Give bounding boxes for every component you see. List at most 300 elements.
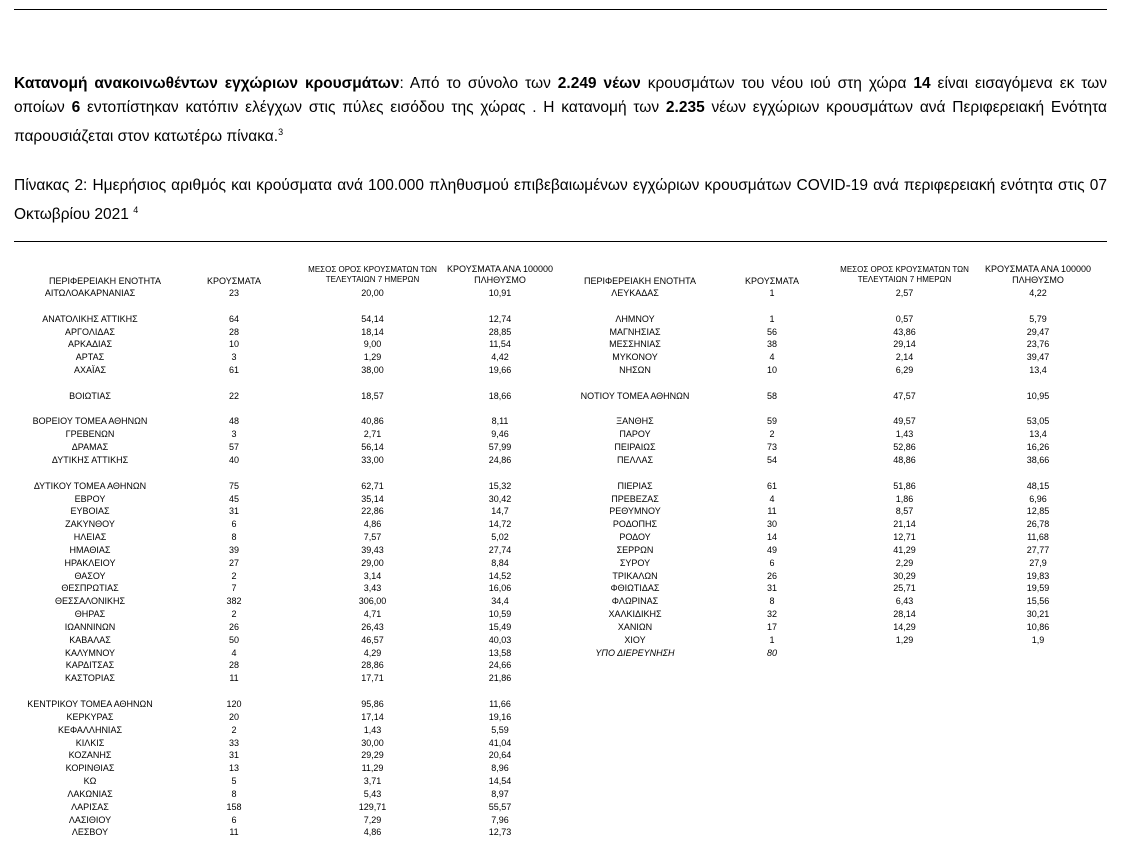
- table-cell: 9,46: [491, 429, 509, 440]
- table-cell: [430, 467, 570, 480]
- table-cell: 21,14: [893, 519, 916, 530]
- table-cell: 3: [231, 352, 237, 363]
- table-cell: ΘΕΣΣΑΛΟΝΙΚΗΣ: [54, 596, 126, 607]
- table-cell: 14,52: [488, 570, 512, 581]
- table-cell: 64: [228, 313, 239, 324]
- table-cell: [560, 300, 710, 313]
- table-cell: ΧΙΟΥ: [624, 634, 646, 645]
- table-cell: 15,49: [488, 621, 512, 632]
- table-cell: 10: [766, 365, 777, 376]
- table-cell: ΚΕΦΑΛΛΗΝΙΑΣ: [57, 724, 123, 735]
- right-avg-column: [822, 287, 987, 659]
- table-cell: 48: [228, 416, 239, 427]
- table-cell: 19,83: [1026, 570, 1050, 581]
- left-region-column: [0, 287, 180, 839]
- table-cell: 4,22: [1029, 288, 1047, 298]
- table-cell: 29,14: [893, 339, 916, 350]
- table-cell: 2,29: [895, 557, 914, 568]
- table-cell: 12,71: [893, 532, 916, 543]
- table-cell: [733, 300, 811, 313]
- table-cell: [968, 377, 1108, 390]
- table-cell: 11,29: [361, 763, 384, 774]
- table-cell: 2,57: [895, 288, 914, 298]
- table-cell: 19,59: [1026, 583, 1050, 594]
- table-cell: 7,57: [363, 532, 382, 543]
- table-cell: 1,86: [895, 493, 914, 504]
- table-cell: [0, 403, 180, 416]
- table-cell: 40,86: [361, 416, 384, 427]
- table-cell: ΗΡΑΚΛΕΙΟΥ: [64, 557, 116, 568]
- table-cell: 13,58: [488, 647, 512, 658]
- table-cell: 8: [231, 788, 237, 799]
- table-cell: 45: [228, 493, 239, 504]
- table-cell: 1,43: [895, 429, 914, 440]
- table-cell: ΧΑΝΙΩΝ: [617, 621, 653, 632]
- table-cell: 8,96: [491, 763, 509, 774]
- table-cell: ΘΑΣΟΥ: [74, 570, 106, 581]
- table-cell: 40,03: [488, 634, 512, 645]
- table-cell: 21,86: [488, 673, 512, 684]
- table-cell: 39: [228, 544, 239, 555]
- table-cell: 17,71: [361, 673, 384, 684]
- intro-lead: Κατανομή ανακοινωθέντων εγχώριων κρουσμάτων: [14, 75, 400, 92]
- table-cell: [0, 377, 180, 390]
- table-cell: ΤΡΙΚΑΛΩΝ: [612, 570, 658, 581]
- table-cell: ΠΡΕΒΕΖΑΣ: [611, 493, 659, 504]
- table-cell: ΝΟΤΙΟΥ ΤΟΜΕΑ ΑΘΗΝΩΝ: [580, 390, 690, 401]
- table-cell: 6,96: [1029, 493, 1047, 504]
- table-cell: 129,71: [358, 801, 387, 812]
- table-cell: 306,00: [358, 596, 387, 607]
- table-cell: [822, 647, 987, 660]
- table-cell: 2: [231, 570, 237, 581]
- table-cell: 31: [766, 583, 777, 594]
- table-cell: 6: [231, 814, 237, 825]
- table-cell: ΠΑΡΟΥ: [619, 429, 651, 440]
- table-cell: 20,00: [361, 288, 384, 298]
- table-cell: ΓΡΕΒΕΝΩΝ: [65, 429, 115, 440]
- table-cell: 48,86: [893, 454, 916, 465]
- table-cell: [822, 467, 987, 480]
- table-cell: ΛΕΣΒΟΥ: [71, 827, 109, 838]
- table-cell: 24,66: [488, 660, 512, 671]
- table-cell: [560, 403, 710, 416]
- table-cell: 4: [769, 352, 775, 363]
- table-cell: 29,47: [1026, 326, 1050, 337]
- right-region-column: [560, 287, 710, 659]
- table-cell: 33: [228, 737, 239, 748]
- table-cell: 47,57: [893, 390, 916, 401]
- table-cell: 4,29: [363, 647, 382, 658]
- right-cases-column: [733, 287, 811, 659]
- table-cell: 10,95: [1026, 390, 1050, 401]
- table-cell: ΒΟΙΩΤΙΑΣ: [69, 390, 111, 401]
- intro-domestic: 2.235: [665, 99, 705, 116]
- table-cell: 34,4: [491, 596, 509, 607]
- table-cell: ΚΑΛΥΜΝΟΥ: [64, 647, 116, 658]
- table-cell: 14,54: [488, 776, 512, 787]
- header-per-line1: ΚΡΟΥΣΜΑΤΑ ΑΝΑ 100000: [985, 264, 1091, 274]
- table-cell: 1,29: [363, 352, 382, 363]
- table-cell: [195, 685, 273, 698]
- table-cell: 18,66: [488, 390, 512, 401]
- table-cell: 2: [769, 429, 775, 440]
- table-cell: ΑΧΑΪΑΣ: [73, 365, 107, 376]
- table-cell: 35,14: [361, 493, 384, 504]
- table-cell: 18,57: [361, 390, 384, 401]
- table-cell: 28,86: [361, 660, 384, 671]
- table-cell: [822, 403, 987, 416]
- table-cell: 5,79: [1029, 313, 1047, 324]
- table-cell: 20: [228, 711, 239, 722]
- table-cell: ΔΡΑΜΑΣ: [71, 442, 109, 453]
- table-cell: [968, 467, 1108, 480]
- table-cell: 3,71: [363, 776, 382, 787]
- table-cell: 7,29: [363, 814, 382, 825]
- table-cell: ΡΟΔΟΥ: [619, 532, 651, 543]
- table-cell: [822, 300, 987, 313]
- table-cell: 29,00: [361, 557, 384, 568]
- table-cell: 4,42: [491, 352, 509, 363]
- intro-imported: 14: [913, 75, 931, 92]
- table-cell: ΚΩ: [83, 776, 97, 787]
- table-cell: 6,29: [895, 365, 914, 376]
- table-cell: 28,14: [893, 609, 916, 620]
- table-cell: 26,78: [1026, 519, 1050, 530]
- table-cell: [430, 300, 570, 313]
- table-cell: ΣΥΡΟΥ: [619, 557, 651, 568]
- table-cell: ΕΒΡΟΥ: [74, 493, 106, 504]
- table-cell: 26: [228, 621, 239, 632]
- table-cell: 30: [766, 519, 777, 530]
- table-cell: ΑΡΚΑΔΙΑΣ: [67, 339, 113, 350]
- table-cell: 4,71: [363, 609, 382, 620]
- table-cell: 49: [766, 544, 777, 555]
- table-cell: 80: [766, 647, 777, 658]
- table-cell: 28: [228, 326, 239, 337]
- table-cell: 28,85: [488, 326, 512, 337]
- table-cell: ΒΟΡΕΙΟΥ ΤΟΜΕΑ ΑΘΗΝΩΝ: [32, 416, 148, 427]
- right-per100k-column: [968, 287, 1108, 659]
- table-cell: 57,99: [488, 442, 512, 453]
- table-cell: 120: [226, 699, 242, 709]
- intro-border: 6: [71, 99, 81, 116]
- table-cell: 15,32: [488, 480, 512, 491]
- table-cell: ΙΩΑΝΝΙΝΩΝ: [64, 621, 116, 632]
- intro-text-3: είναι εισαγόμενα εκ των οποίων: [14, 75, 1108, 116]
- table-cell: 30,42: [488, 493, 512, 504]
- table-cell: 3,14: [363, 570, 382, 581]
- table-cell: ΜΕΣΣΗΝΙΑΣ: [609, 339, 661, 350]
- table-cell: 30,21: [1026, 609, 1050, 620]
- table-cell: 6: [231, 519, 237, 530]
- intro-paragraph: [14, 72, 1107, 149]
- table-cell: 2: [231, 724, 237, 735]
- table-cell: 40: [228, 454, 239, 465]
- table-cell: [0, 300, 180, 313]
- table-cell: 95,86: [361, 699, 384, 709]
- table-cell: 30,29: [893, 570, 916, 581]
- table-cell: ΚΕΝΤΡΙΚΟΥ ΤΟΜΕΑ ΑΘΗΝΩΝ: [27, 699, 153, 709]
- intro-total: 2.249 νέων: [557, 75, 641, 92]
- table-cell: 14: [766, 532, 777, 543]
- table-cell: 11,66: [489, 699, 511, 709]
- table-cell: 5,43: [363, 788, 382, 799]
- table-cell: ΘΕΣΠΡΩΤΙΑΣ: [61, 583, 119, 594]
- table-cell: 39,43: [361, 544, 384, 555]
- table-cell: 8,57: [895, 506, 914, 517]
- table-cell: ΕΥΒΟΙΑΣ: [70, 506, 110, 517]
- table-cell: 39,47: [1026, 352, 1050, 363]
- table-cell: ΡΕΘΥΜΝΟΥ: [609, 506, 661, 517]
- table-cell: ΚΑΣΤΟΡΙΑΣ: [65, 673, 115, 684]
- header-per-line2: ΠΛΗΘΥΣΜΟ: [1012, 275, 1064, 285]
- table-cell: 75: [228, 480, 239, 491]
- table-cell: 8,11: [491, 416, 509, 427]
- table-cell: ΚΑΡΔΙΤΣΑΣ: [65, 660, 115, 671]
- table-cell: 43,86: [893, 326, 916, 337]
- table-cell: [560, 377, 710, 390]
- table-cell: 27: [228, 557, 239, 568]
- table-cell: 23,76: [1026, 339, 1050, 350]
- table-cell: 8: [769, 596, 775, 607]
- table-cell: ΛΑΚΩΝΙΑΣ: [67, 788, 113, 799]
- header-avg-line1: ΜΕΣΟΣ ΟΡΟΣ ΚΡΟΥΣΜΑΤΩΝ ΤΩΝ: [840, 265, 969, 274]
- table-cell: 59: [766, 416, 777, 427]
- table-cell: 3: [231, 429, 237, 440]
- table-cell: ΜΑΓΝΗΣΙΑΣ: [609, 326, 661, 337]
- intro-text-5: νέων εγχώριων κρουσμάτων ανά Περιφερειακή Ενότητα παρουσιάζεται στον κατωτέρω πίνακα.: [14, 99, 1107, 146]
- table-cell: ΔΥΤΙΚΟΥ ΤΟΜΕΑ ΑΘΗΝΩΝ: [33, 480, 147, 491]
- table-cell: 17,14: [361, 711, 384, 722]
- table-cell: 23: [228, 288, 239, 298]
- table-cell: 18,14: [361, 326, 384, 337]
- table-cell: 8: [231, 532, 237, 543]
- table-cell: ΑΙΤΩΛΟΑΚΑΡΝΑΝΙΑΣ: [44, 288, 136, 298]
- table-cell: 57: [228, 442, 239, 453]
- table-cell: 12,74: [488, 313, 512, 324]
- table-cell: ΑΝΑΤΟΛΙΚΗΣ ΑΤΤΙΚΗΣ: [42, 313, 138, 324]
- table-cell: 30,00: [361, 737, 384, 748]
- table-cell: 62,71: [361, 480, 384, 491]
- table-cell: [195, 377, 273, 390]
- table-cell: 3,43: [363, 583, 382, 594]
- header-cases-right: ΚΡΟΥΣΜΑΤΑ: [745, 276, 799, 286]
- table-cell: ΚΙΛΚΙΣ: [75, 737, 105, 748]
- table-cell: 158: [226, 801, 242, 812]
- intro-text-1: : Από το σύνολο των: [399, 75, 558, 92]
- table-cell: 17: [766, 621, 777, 632]
- table-cell: 61: [228, 365, 239, 376]
- table-cell: ΞΑΝΘΗΣ: [616, 416, 654, 427]
- table-cell: [0, 685, 180, 698]
- table-cell: 54: [766, 454, 777, 465]
- table-cell: [968, 647, 1108, 660]
- caption-text: Πίνακας 2: Ημερήσιος αριθμός και κρούσματα ανά 100.000 πληθυσμού επιβεβαιωμένων εγχώριων κρουσμάτων COVID-19 ανά περιφερειακή ενότητα στις 07 Οκτωβρίου 2021: [14, 177, 1107, 224]
- table-cell: 4,86: [363, 827, 382, 838]
- table-cell: 41,29: [893, 544, 916, 555]
- table-caption: [14, 174, 1107, 227]
- table-cell: ΣΕΡΡΩΝ: [616, 544, 654, 555]
- table-cell: 2: [231, 609, 237, 620]
- table-cell: ΔΥΤΙΚΗΣ ΑΤΤΙΚΗΣ: [51, 454, 129, 465]
- table-cell: ΦΛΩΡΙΝΑΣ: [611, 596, 659, 607]
- table-top-rule: [14, 241, 1107, 242]
- table-cell: 1,43: [363, 724, 382, 735]
- table-cell: 27,77: [1026, 544, 1050, 555]
- header-region-left: ΠΕΡΙΦΕΡΕΙΑΚΗ ΕΝΟΤΗΤΑ: [48, 276, 162, 286]
- table-cell: 4: [231, 647, 237, 658]
- table-cell: [195, 467, 273, 480]
- table-cell: ΛΕΥΚΑΔΑΣ: [611, 288, 659, 298]
- table-cell: ΛΑΡΙΣΑΣ: [71, 801, 109, 812]
- table-cell: 10,86: [1026, 621, 1050, 632]
- table-cell: 22: [228, 390, 239, 401]
- table-cell: 26: [766, 570, 777, 581]
- table-cell: 13: [228, 763, 239, 774]
- table-cell: ΖΑΚΥΝΘΟΥ: [65, 519, 115, 530]
- table-cell: [430, 403, 570, 416]
- table-cell: ΠΕΙΡΑΙΩΣ: [614, 442, 656, 453]
- table-cell: 27,74: [488, 544, 512, 555]
- table-cell: 10,91: [488, 288, 512, 298]
- table-cell: 19,66: [488, 365, 512, 376]
- header-avg-line2: ΤΕΛΕΥΤΑΙΩΝ 7 ΗΜΕΡΩΝ: [857, 275, 952, 284]
- left-cases-column: [195, 287, 273, 839]
- table-cell: ΦΘΙΩΤΙΔΑΣ: [610, 583, 660, 594]
- table-cell: 5,02: [491, 532, 509, 543]
- table-cell: ΚΟΖΑΝΗΣ: [68, 750, 112, 761]
- table-cell: ΗΛΕΙΑΣ: [73, 532, 107, 543]
- table-cell: [968, 403, 1108, 416]
- table-cell: ΜΥΚΟΝΟΥ: [612, 352, 658, 363]
- table-cell: [822, 377, 987, 390]
- table-cell: 41,04: [488, 737, 512, 748]
- table-cell: 2,14: [895, 352, 914, 363]
- table-cell: 9,00: [363, 339, 382, 350]
- table-cell: 58: [766, 390, 777, 401]
- table-cell: [733, 403, 811, 416]
- header-cases-left: ΚΡΟΥΣΜΑΤΑ: [207, 276, 261, 286]
- table-cell: 1,29: [895, 634, 914, 645]
- table-cell: 1,9: [1031, 634, 1045, 645]
- table-cell: [195, 300, 273, 313]
- table-cell: 12,73: [488, 827, 512, 838]
- header-per-left: [430, 264, 570, 286]
- table-cell: 28: [228, 660, 239, 671]
- table-cell: ΑΡΤΑΣ: [75, 352, 105, 363]
- table-cell: 20,64: [488, 750, 512, 761]
- table-cell: ΛΑΣΙΘΙΟΥ: [68, 814, 112, 825]
- table-cell: 13,4: [1029, 429, 1047, 440]
- table-cell: 22,86: [361, 506, 384, 517]
- header-per-line2: ΠΛΗΘΥΣΜΟ: [474, 275, 526, 285]
- table-cell: 6: [769, 557, 775, 568]
- table-cell: 31: [228, 750, 239, 761]
- table-cell: [733, 377, 811, 390]
- table-cell: ΥΠΟ ΔΙΕΡΕΥΝΗΣΗ: [595, 647, 675, 658]
- table-cell: 4,86: [363, 519, 382, 530]
- table-cell: 50: [228, 634, 239, 645]
- table-cell: ΘΗΡΑΣ: [74, 609, 106, 620]
- table-cell: 1: [769, 288, 775, 298]
- intro-text-2: κρουσμάτων του νέου ιού στη χώρα: [640, 75, 914, 92]
- header-avg-right: [822, 265, 987, 285]
- header-per-line1: ΚΡΟΥΣΜΑΤΑ ΑΝΑ 100000: [447, 264, 553, 274]
- table-cell: ΚΟΡΙΝΘΙΑΣ: [65, 763, 115, 774]
- table-cell: 11: [767, 506, 777, 517]
- table-cell: 15,56: [1026, 596, 1050, 607]
- table-cell: 8,84: [491, 557, 509, 568]
- table-cell: 13,4: [1029, 365, 1047, 376]
- table-cell: 54,14: [361, 313, 384, 324]
- table-cell: 11,54: [489, 339, 511, 350]
- table-cell: 7,96: [491, 814, 509, 825]
- left-per100k-column: [430, 287, 570, 839]
- table-cell: 51,86: [893, 480, 916, 491]
- table-cell: 73: [766, 442, 777, 453]
- table-cell: 16,26: [1026, 442, 1050, 453]
- table-cell: 56: [766, 326, 777, 337]
- table-cell: 14,7: [491, 506, 509, 517]
- table-cell: 5: [231, 776, 237, 787]
- table-cell: 7: [231, 583, 237, 594]
- table-cell: 2,71: [363, 429, 382, 440]
- table-cell: 46,57: [361, 634, 384, 645]
- table-cell: 25,71: [893, 583, 916, 594]
- table-cell: 32: [766, 609, 777, 620]
- table-cell: 55,57: [488, 801, 512, 812]
- table-cell: ΠΕΛΛΑΣ: [616, 454, 654, 465]
- table-cell: [430, 685, 570, 698]
- table-cell: 38,66: [1026, 454, 1050, 465]
- table-cell: 11: [229, 827, 239, 838]
- table-cell: 48,15: [1026, 480, 1050, 491]
- table-cell: [430, 377, 570, 390]
- table-cell: 0,57: [895, 313, 914, 324]
- table-cell: 33,00: [361, 454, 384, 465]
- top-rule: [14, 9, 1107, 10]
- table-cell: 12,85: [1026, 506, 1050, 517]
- table-cell: 11: [229, 673, 239, 684]
- table-cell: 31: [228, 506, 239, 517]
- header-per-right: [968, 264, 1108, 286]
- table-cell: 10,59: [488, 609, 512, 620]
- table-cell: ΚΑΒΑΛΑΣ: [69, 634, 111, 645]
- table-cell: 38,00: [361, 365, 384, 376]
- table-cell: 4: [769, 493, 775, 504]
- table-cell: 53,05: [1026, 416, 1050, 427]
- table-cell: 49,57: [893, 416, 916, 427]
- table-cell: 8,97: [491, 788, 509, 799]
- table-cell: ΝΗΣΩΝ: [619, 365, 651, 376]
- table-cell: 14,72: [488, 519, 512, 530]
- table-cell: 1: [769, 313, 775, 324]
- header-avg-line2: ΤΕΛΕΥΤΑΙΩΝ 7 ΗΜΕΡΩΝ: [325, 275, 420, 284]
- table-cell: 16,06: [488, 583, 512, 594]
- table-cell: 56,14: [361, 442, 384, 453]
- header-region-right: ΠΕΡΙΦΕΡΕΙΑΚΗ ΕΝΟΤΗΤΑ: [583, 276, 697, 286]
- table-cell: [195, 403, 273, 416]
- table-cell: 10: [228, 339, 239, 350]
- table-cell: ΧΑΛΚΙΔΙΚΗΣ: [608, 609, 662, 620]
- table-cell: 14,29: [893, 621, 916, 632]
- header-avg-line1: ΜΕΣΟΣ ΟΡΟΣ ΚΡΟΥΣΜΑΤΩΝ ΤΩΝ: [308, 265, 437, 274]
- table-cell: 27,9: [1029, 557, 1047, 568]
- table-cell: 61: [766, 480, 777, 491]
- table-cell: 24,86: [488, 454, 512, 465]
- table-cell: ΛΗΜΝΟΥ: [615, 313, 655, 324]
